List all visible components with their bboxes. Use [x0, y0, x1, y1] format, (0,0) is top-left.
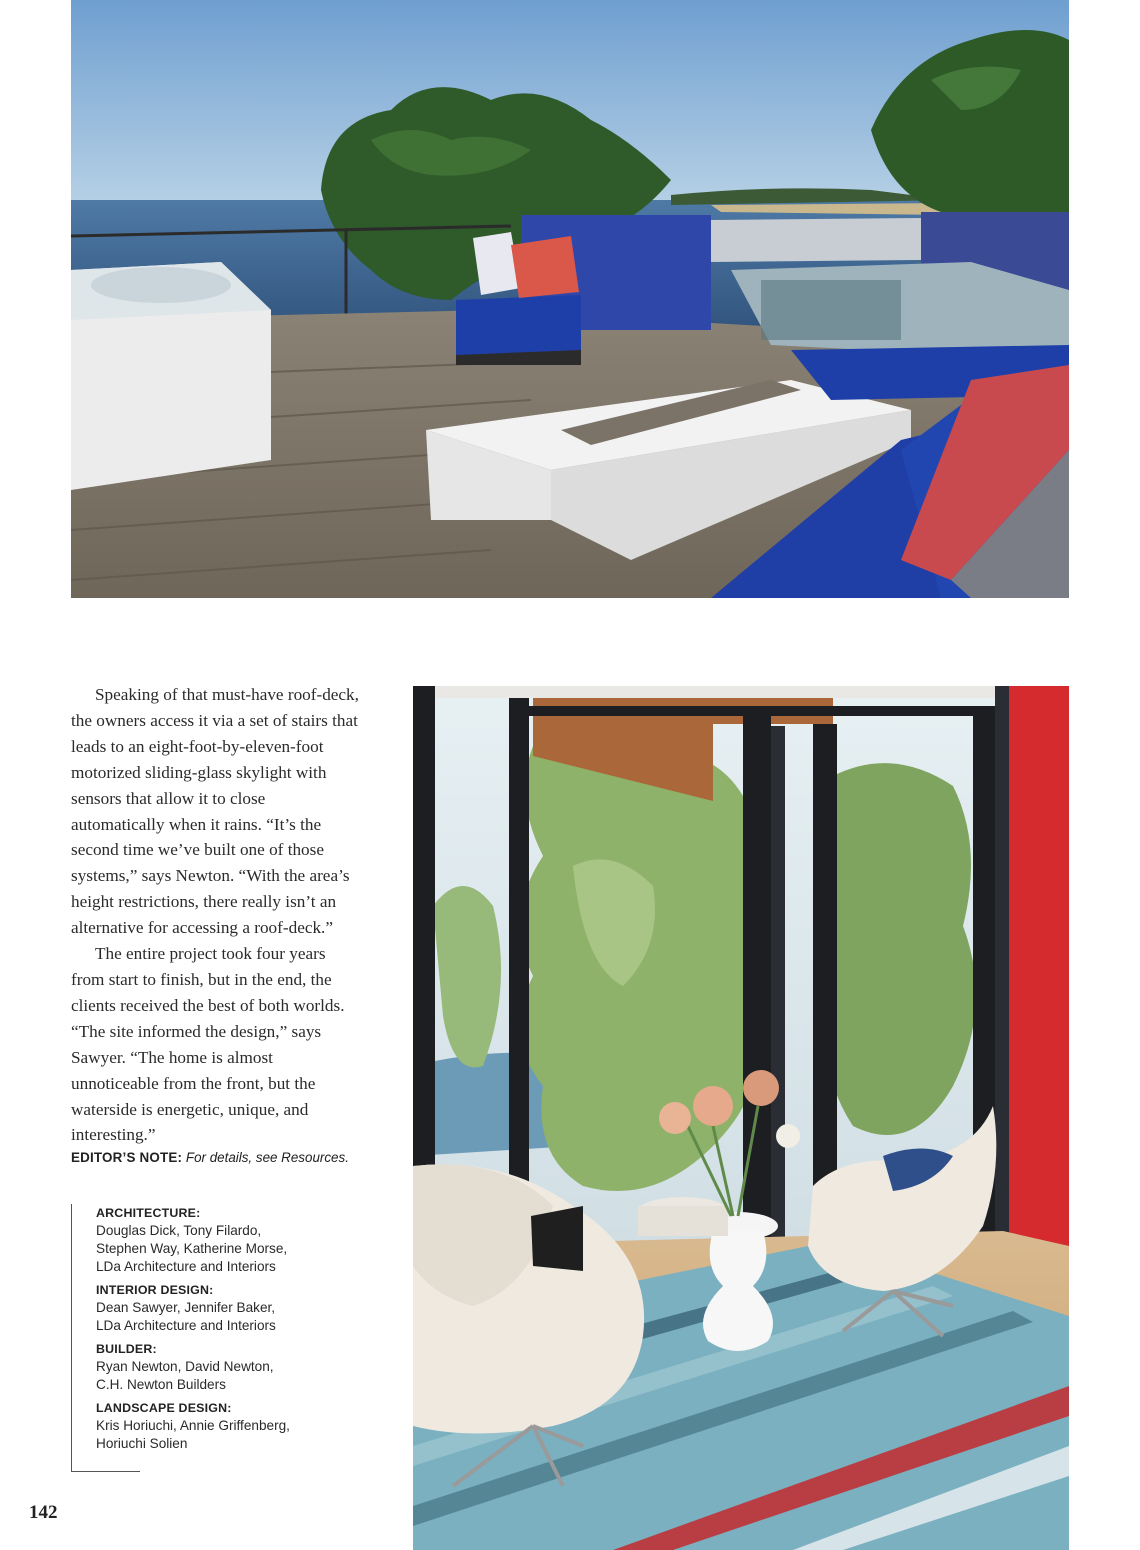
credit-line: Dean Sawyer, Jennifer Baker, — [96, 1300, 276, 1315]
credits-box — [71, 1204, 322, 1472]
editor-note — [71, 1148, 363, 1168]
credit-heading: LANDSCAPE DESIGN: — [96, 1401, 232, 1415]
credit-line: Ryan Newton, David Newton, — [96, 1359, 274, 1374]
credit-landscape-design — [96, 1399, 322, 1453]
credit-line: LDa Architecture and Interiors — [96, 1318, 276, 1333]
credit-architecture — [96, 1204, 322, 1276]
editor-note-text: For details, see Resources. — [185, 1150, 349, 1166]
credit-line: Stephen Way, Katherine Morse, — [96, 1241, 288, 1256]
paragraph: The entire project took four years from start to finish, but in the end, the clients received the best of both worlds. “The site informed the design,” says Sawyer. “The home is almost unnoticeable from the front, but the waterside is energetic, unique, and interesting.” — [71, 944, 345, 1145]
credit-line: LDa Architecture and Interiors — [96, 1259, 276, 1274]
credit-line: Horiuchi Solien — [96, 1436, 188, 1451]
credit-line: Kris Horiuchi, Annie Griffenberg, — [96, 1418, 290, 1433]
page-number: 142 — [29, 1502, 58, 1523]
credit-line: C.H. Newton Builders — [96, 1377, 226, 1392]
sitting-room-photo — [413, 686, 1069, 1550]
roof-deck-photo — [71, 0, 1069, 598]
credit-heading: ARCHITECTURE: — [96, 1206, 201, 1220]
article-body — [71, 682, 363, 1168]
credits-divider — [72, 1471, 140, 1472]
credit-heading: INTERIOR DESIGN: — [96, 1283, 214, 1297]
credit-builder — [96, 1340, 322, 1394]
credit-interior-design — [96, 1281, 322, 1335]
editor-note-label: EDITOR’S NOTE: — [71, 1150, 183, 1166]
credit-line: Douglas Dick, Tony Filardo, — [96, 1223, 262, 1238]
paragraph: Speaking of that must-have roof-deck, the owners access it via a set of stairs that leads to an eight-foot-by-eleven-foot motorized sliding-glass skylight with sensors that allow it to close automatically when it rains. “It’s the second time we’ve built one of those systems,” says Newton. “With the area’s height restrictions, there really isn’t an alternative for accessing a roof-deck.” — [71, 685, 359, 938]
credit-heading: BUILDER: — [96, 1342, 157, 1356]
